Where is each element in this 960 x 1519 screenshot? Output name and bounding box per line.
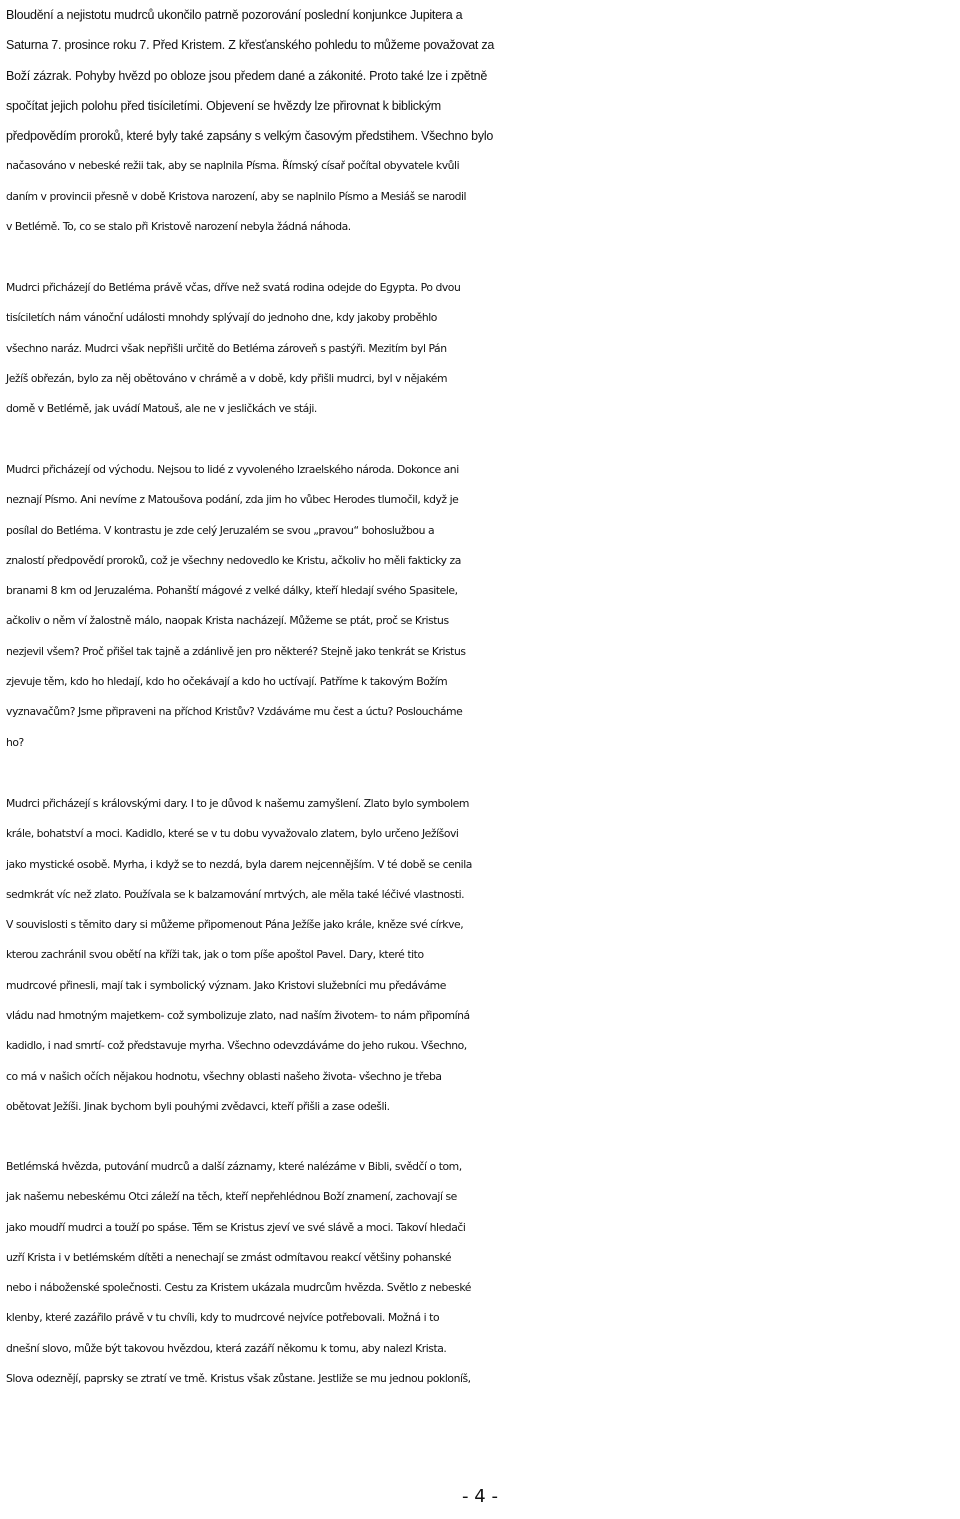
text-line: sedmkrát víc než zlato. Používala se k balzamování mrtvých, ale měla také léčivé vlastnosti. — [6, 887, 465, 901]
text-line: V souvislosti s těmito dary si můžeme připomenout Pána Ježíše jako krále, kněze své církve, — [6, 918, 464, 932]
text-line: Betlémská hvězda, putování mudrců a další záznamy, které nalézáme v Bibli, svědčí o tom, — [6, 1160, 462, 1173]
text-line: kadidlo, i nad smrtí- což představuje myrha. Všechno odevzdáváme do jeho rukou. Všechno, — [6, 1039, 467, 1053]
text-line: spočítat jejich polohu před tisíciletími. Objevení se hvězdy lze přirovnat k biblickým — [6, 98, 441, 113]
text-line: neznají Písmo. Ani nevíme z Matoušova podání, zda jim ho vůbec Herodes tlumočil, když je — [6, 493, 459, 507]
text-line: tisíciletích nám vánoční události mnohdy splývají do jednoho dne, kdy jakoby proběhlo — [6, 311, 437, 325]
text-line: obětovat Ježíši. Jinak bychom byli pouhými zvědavci, kteří přišli a zase odešli. — [6, 1099, 390, 1113]
text-line: posílal do Betléma. V kontrastu je zde celý Jeruzalém se svou „pravou“ bohoslužbou a — [6, 523, 435, 537]
paragraph — [6, 455, 960, 758]
text-line: nebo i náboženské společnosti. Cestu za Kristem ukázala mudrcům hvězda. Světlo z nebeské — [6, 1281, 471, 1295]
text-line: jako moudří mudrci a touží po spáse. Těm se Kristus zjeví ve své slávě a moci. Takoví hledači — [6, 1220, 466, 1234]
text-line: nezjevil všem? Proč přišel tak tajně a zdánlivě jen pro některé? Stejně jako tenkrát se Kristus — [6, 644, 466, 658]
text-line: všechno naráz. Mudrci však nepřišli určitě do Betléma zároveň s pastýři. Mezitím byl Pán — [6, 341, 447, 355]
text-line: co má v našich očích nějakou hodnotu, všechny oblasti našeho života- všechno je třeba — [6, 1069, 442, 1083]
text-line: Saturna 7. prosince roku 7. Před Kristem. Z křesťanského pohledu to můžeme považovat za — [6, 38, 495, 53]
text-line: jak našemu nebeskému Otci záleží na těch, kteří nepřehlédnou Boží znamení, zachovají se — [6, 1190, 457, 1204]
text-line: mudrcové přinesli, mají tak i symbolický význam. Jako Kristovi služebníci mu předáváme — [6, 978, 446, 992]
paragraph — [6, 789, 960, 1122]
text-line: předpovědím proroků, které byly také zapsány s velkým časovým předstihem. Všechno bylo — [6, 129, 494, 144]
text-line: daním v provincii přesně v době Kristova narození, aby se naplnilo Písmo a Mesiáš se narodil — [6, 189, 467, 203]
text-line: načasováno v nebeské režii tak, aby se naplnila Písma. Římský císař počítal obyvatele kvůli — [6, 159, 460, 173]
text-line: Slova odeznějí, paprsky se ztratí ve tmě. Kristus však zůstane. Jestliže se mu jednou pokloníš, — [6, 1372, 471, 1386]
paragraph — [6, 0, 960, 242]
text-line: Mudrci přicházejí do Betléma právě včas, dříve než svatá rodina odejde do Egypta. Po dvou — [6, 281, 461, 294]
paragraph — [6, 1152, 960, 1394]
text-line: vládu nad hmotným majetkem- což symbolizuje zlato, nad naším životem- to nám připomíná — [6, 1009, 470, 1023]
text-line: jako mystické osobě. Myrha, i když se to nezdá, byla darem nejcennějším. V té době se cenila — [6, 857, 472, 871]
page-number: - 4 - — [462, 1486, 498, 1507]
text-line: Ježíš obřezán, bylo za něj obětováno v chrámě a v době, kdy přišli mudrci, byl v nějakém — [6, 371, 448, 385]
text-line: ačkoliv o něm ví žalostně málo, naopak Krista nacházejí. Můžeme se ptát, proč se Kristus — [6, 614, 449, 628]
text-line: zjevuje těm, kdo ho hledají, kdo ho očekávají a kdo ho uctívají. Patříme k takovým Božím — [6, 675, 448, 689]
text-line: uzří Krista i v betlémském dítěti a nenechají se zmást odmítavou reakcí většiny pohanské — [6, 1250, 452, 1264]
text-line: v Betlémě. To, co se stalo při Kristově narození nebyla žádná náhoda. — [6, 220, 351, 234]
text-line: znalostí předpovědí proroků, což je všechny nedovedlo ke Kristu, ačkoliv ho měli fakticky za — [6, 553, 461, 567]
text-line: branami 8 km od Jeruzaléma. Pohanští mágové z velké dálky, kteří hledají svého Spasitele, — [6, 584, 458, 598]
text-line: Bloudění a nejistotu mudrců ukončilo patrně pozorování poslední konjunkce Jupitera a — [6, 8, 463, 22]
text-line: kterou zachránil svou obětí na kříži tak, jak o tom píše apoštol Pavel. Dary, které tito — [6, 948, 424, 962]
text-line: dnešní slovo, může být takovou hvězdou, která zazáří někomu k tomu, aby nalezl Krista. — [6, 1341, 447, 1355]
text-line: ho? — [6, 735, 24, 749]
text-line: klenby, které zazářilo právě v tu chvíli, kdy to mudrcové nejvíce potřebovali. Možná i to — [6, 1311, 440, 1325]
text-line: Boží zázrak. Pohyby hvězd po obloze jsou předem dané a zákonité. Proto také lze i zpětně — [6, 68, 488, 83]
text-line: vyznavačům? Jsme připraveni na příchod Kristův? Vzdáváme mu čest a úctu? Posloucháme — [6, 705, 463, 719]
paragraph — [6, 273, 960, 424]
text-line: domě v Betlémě, jak uvádí Matouš, ale ne v jesličkách ve stáji. — [6, 402, 317, 416]
text-line: krále, bohatství a moci. Kadidlo, které se v tu dobu vyvažovalo zlatem, bylo určeno Ježíšovi — [6, 827, 459, 841]
text-line: Mudrci přicházejí s královskými dary. I to je důvod k našemu zamyšlení. Zlato bylo symbolem — [6, 797, 469, 810]
text-line: Mudrci přicházejí od východu. Nejsou to lidé z vyvoleného Izraelského národa. Dokonce ani — [6, 463, 459, 476]
